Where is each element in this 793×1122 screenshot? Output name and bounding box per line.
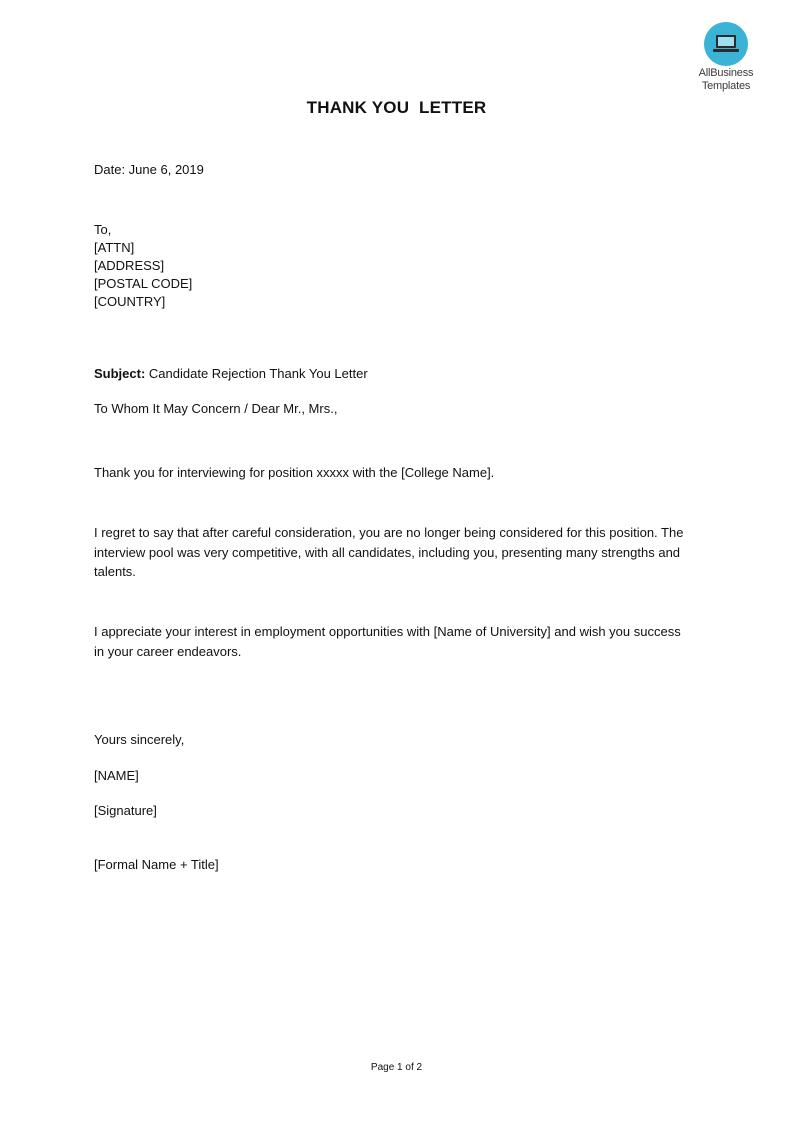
subject-text: Candidate Rejection Thank You Letter <box>145 366 368 381</box>
address-postal-code: [POSTAL CODE] <box>94 276 193 291</box>
body-paragraph-1: Thank you for interviewing for position xxxxx with the [College Name]. <box>94 465 495 480</box>
sign-off: Yours sincerely, <box>94 732 185 747</box>
address-street: [ADDRESS] <box>94 258 165 273</box>
address-to: To, <box>94 222 112 237</box>
name-placeholder: [NAME] <box>94 768 139 783</box>
signature-placeholder: [Signature] <box>94 803 157 818</box>
subject-line <box>94 365 368 383</box>
laptop-icon <box>704 22 748 66</box>
date-line: Date: June 6, 2019 <box>94 162 204 177</box>
page-number: Page 1 of 2 <box>370 1062 423 1073</box>
salutation: To Whom It May Concern / Dear Mr., Mrs., <box>94 401 338 416</box>
address-country: [COUNTRY] <box>94 294 166 309</box>
body-paragraph-3: I appreciate your interest in employment opportunities with [Name of University] and wish you success in your career endeavors. <box>94 624 681 659</box>
logo-text-line2: Templates <box>701 80 751 92</box>
allbusiness-templates-logo <box>690 22 762 92</box>
formal-name-title: [Formal Name + Title] <box>94 857 219 872</box>
address-attn: [ATTN] <box>94 240 135 255</box>
letter-title: THANK YOU LETTER <box>306 98 487 117</box>
subject-label: Subject: <box>94 366 146 381</box>
logo-text-line1: AllBusiness <box>698 67 754 79</box>
body-paragraph-2: I regret to say that after careful consideration, you are no longer being considered for this position. The interview pool was very competitive, with all candidates, including you, presenting many strengths and talents. <box>94 525 684 579</box>
